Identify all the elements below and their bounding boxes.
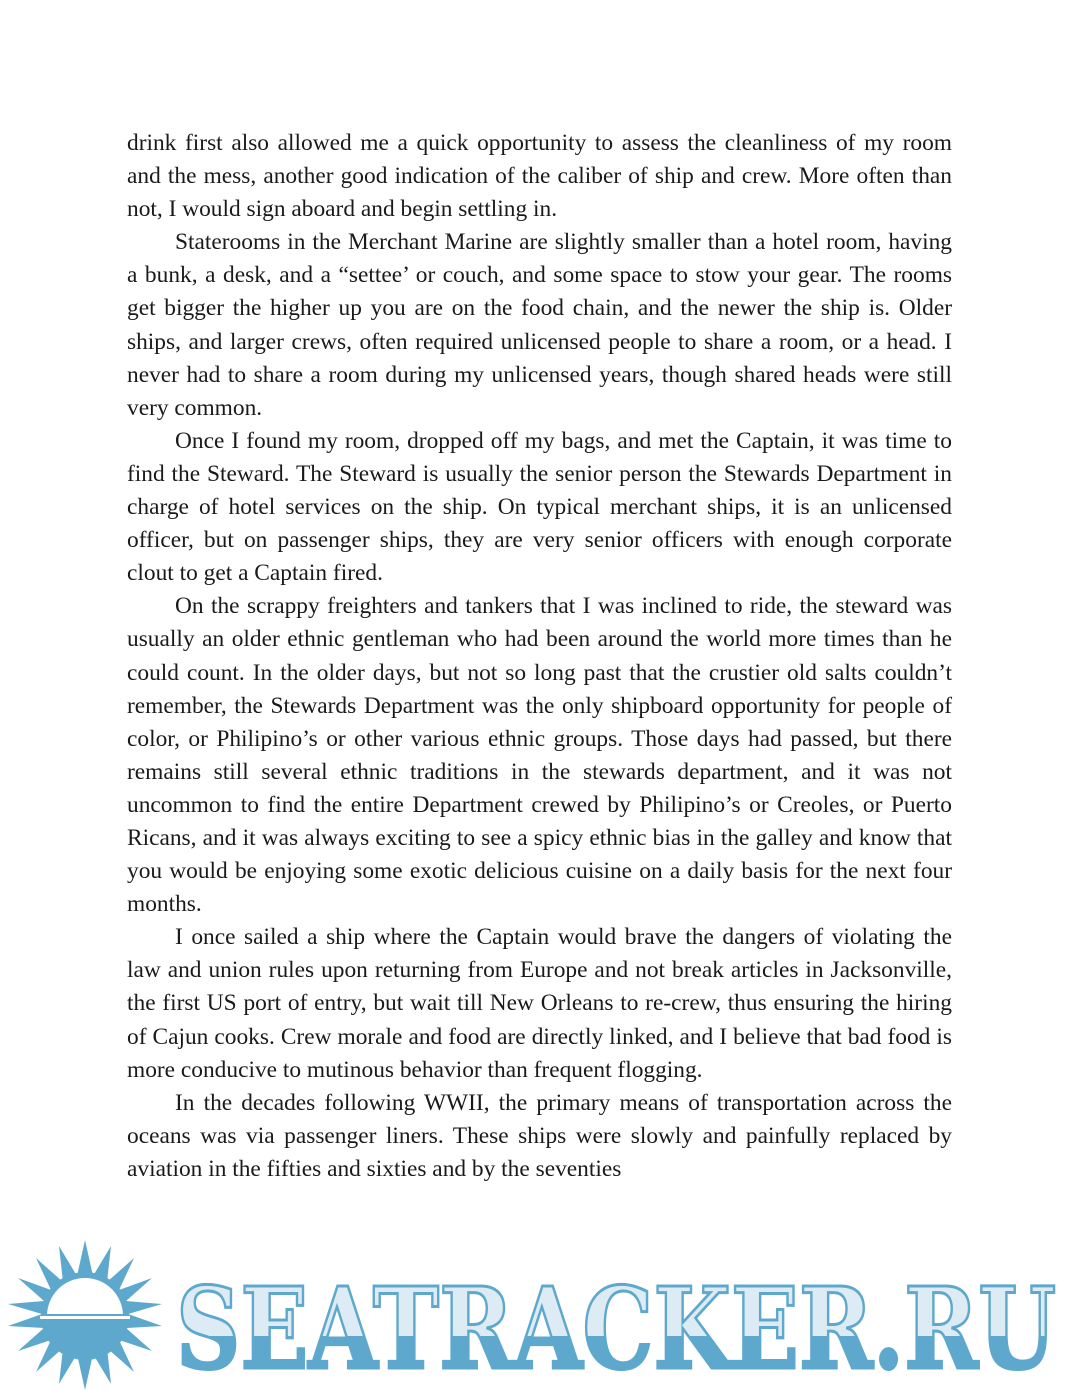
paragraph-1: drink first also allowed me a quick opportunity to assess the cleanliness of my room and the mess, another good indication of the caliber of ship and crew. More often than not, I would sign aboard and begin settling in. [127,130,952,223]
sun-horizon-icon [8,1240,162,1390]
watermark-text: SEATRACKER.RU [176,1264,1056,1395]
paragraph-5: I once sailed a ship where the Captain would brave the dangers of violating the law and union rules upon returning from Europe and not break articles in Jacksonville, the first US port of entry, but wait till New Orleans to re-crew, thus ensuring the hiring of Cajun cooks. Crew morale and food are directly linked, and I believe that bad food is more conducive to mutinous behavior than frequent flogging. [127,924,952,1083]
watermark-graphic [0,1238,1080,1397]
paragraph-6: In the decades following WWII, the primary means of transportation across the oceans was via passenger liners. These ships were slowly and painfully replaced by aviation in the fifties and sixties and by the seventies [127,1089,952,1182]
watermark [0,1238,1080,1397]
paragraph-4: On the scrappy freighters and tankers that I was inclined to ride, the steward was usually an older ethnic gentleman who had been around the world more times than he could count. In the older days, but not so long past that the crustier old salts couldn’t remember, the Stewards Department was the only shipboard opportunity for people of color, or Philipino’s or other various ethnic groups. Those days had passed, but there remains still several ethnic traditions in the stewards department, and it was not uncommon to find the entire Department crewed by Philipino’s or Creoles, or Puerto Ricans, and it was always exciting to see a spicy ethnic bias in the galley and know that you would be enjoying some exotic delicious cuisine on a daily basis for the next four months. [127,593,952,918]
paragraph-3: Once I found my room, dropped off my bags, and met the Captain, it was time to find the Steward. The Steward is usually the senior person the Stewards Department in charge of hotel services on the ship. On typical merchant ships, it is an unlicensed officer, but on passenger ships, they are very senior officers with enough corporate clout to get a Captain fired. [127,427,952,587]
paragraph-2: Staterooms in the Merchant Marine are slightly smaller than a hotel room, having a bunk, a desk, and a “settee’ or couch, and some space to stow your gear. The rooms get bigger the higher up you are on the food chain, and the newer the ship is. Older ships, and larger crews, often required unlicensed people to share a room, or a head. I never had to share a room during my unlicensed years, though shared heads were still very common. [127,229,952,421]
book-page-body [127,127,952,1186]
